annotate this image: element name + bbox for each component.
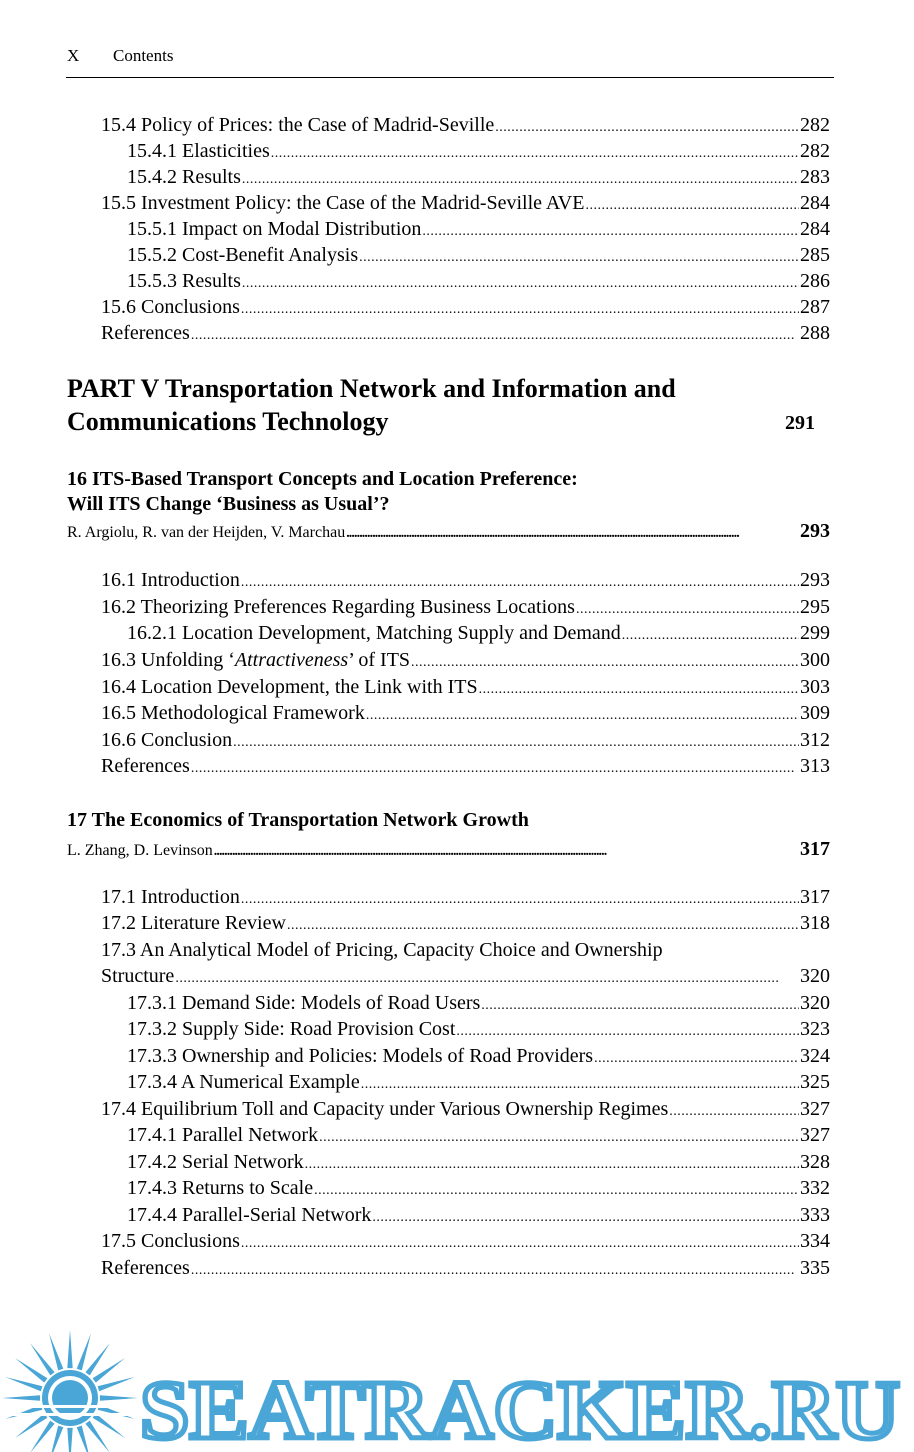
toc-entry[interactable]: 17.3.2 Supply Side: Road Provision Cost . . . 323 bbox=[127, 1016, 830, 1045]
leader-dots bbox=[346, 520, 799, 547]
leader-dots bbox=[233, 727, 799, 756]
chapter-title[interactable]: 17 The Economics of Transportation Network Growth bbox=[67, 809, 529, 831]
leader-dots bbox=[669, 1096, 799, 1125]
sun-icon bbox=[0, 1330, 140, 1452]
sun-ray bbox=[5, 1377, 42, 1391]
toc-entry[interactable]: References . . . 335 bbox=[101, 1255, 830, 1284]
part-page: 291 bbox=[785, 412, 815, 434]
sun-ray bbox=[98, 1377, 135, 1391]
part-title-line2[interactable]: Communications Technology bbox=[67, 407, 389, 436]
leader-dots bbox=[314, 1175, 799, 1204]
sun-ray bbox=[67, 1428, 72, 1452]
header-rule bbox=[66, 77, 834, 78]
page-header bbox=[67, 46, 173, 66]
leader-dots bbox=[594, 1043, 799, 1072]
sun-ray bbox=[77, 1426, 91, 1452]
leader-dots bbox=[242, 268, 799, 297]
sun-ray bbox=[100, 1395, 138, 1400]
page-number: X bbox=[67, 46, 80, 65]
toc-entry[interactable]: 15.5.2 Cost-Benefit Analysis . . . 285 bbox=[127, 242, 830, 271]
leader-dots bbox=[241, 1228, 799, 1257]
leader-dots bbox=[241, 884, 799, 913]
chapter-title[interactable]: Will ITS Change ‘Business as Usual’? bbox=[67, 493, 390, 515]
leader-dots bbox=[191, 1255, 799, 1284]
toc-entry[interactable]: 16.4 Location Development, the Link with ITS . . . 303 bbox=[101, 674, 830, 703]
watermark-banner bbox=[0, 1322, 914, 1452]
toc-entry[interactable]: 15.5.3 Results . . . 286 bbox=[127, 268, 830, 297]
toc-entry[interactable]: Structure . . . 320 bbox=[101, 963, 830, 992]
toc-entry[interactable]: References . . . 313 bbox=[101, 753, 830, 782]
toc-entry[interactable]: 17.4.3 Returns to Scale . . . 332 bbox=[127, 1175, 830, 1204]
running-title: Contents bbox=[113, 46, 174, 65]
toc-entry[interactable]: 15.4.2 Results . . . 283 bbox=[127, 164, 830, 193]
sun-ray bbox=[67, 1330, 72, 1368]
leader-dots bbox=[411, 647, 799, 676]
leader-dots bbox=[495, 112, 799, 141]
toc-entry[interactable]: 17.4.4 Parallel-Serial Network . . . 333 bbox=[127, 1202, 830, 1231]
leader-dots bbox=[305, 1149, 799, 1178]
leader-dots bbox=[456, 1016, 799, 1045]
chapter-authors[interactable]: R. Argiolu, R. van der Heijden, V. Marchau . . . 293 bbox=[67, 518, 830, 547]
leader-dots bbox=[287, 910, 799, 939]
sun-ray bbox=[49, 1333, 63, 1370]
toc-entry[interactable]: 17.2 Literature Review . . . 318 bbox=[101, 910, 830, 939]
toc-entry[interactable]: 15.5 Investment Policy: the Case of the Madrid-Seville AVE . . . 284 bbox=[101, 190, 830, 219]
toc-entry[interactable]: 17.4.1 Parallel Network . . . 327 bbox=[127, 1122, 830, 1151]
toc-entry[interactable]: 17.1 Introduction . . . 317 bbox=[101, 884, 830, 913]
leader-dots bbox=[366, 700, 799, 729]
sun-ray bbox=[77, 1333, 91, 1370]
leader-dots bbox=[191, 753, 799, 782]
toc-entry[interactable]: 15.4.1 Elasticities . . . 282 bbox=[127, 138, 830, 167]
leader-dots bbox=[242, 164, 799, 193]
leader-dots bbox=[585, 190, 799, 219]
toc-entry[interactable]: 16.1 Introduction . . . 293 bbox=[101, 567, 830, 596]
part-title-line1[interactable]: PART V Transportation Network and Information and bbox=[67, 374, 676, 403]
toc-entry[interactable]: 17.3.4 A Numerical Example . . . 325 bbox=[127, 1069, 830, 1098]
leader-dots bbox=[175, 963, 799, 992]
sun-ray bbox=[49, 1426, 63, 1452]
toc-entry[interactable]: 17.4 Equilibrium Toll and Capacity under Various Ownership Regimes . . . 327 bbox=[101, 1096, 830, 1125]
toc-entry[interactable]: 16.2.1 Location Development, Matching Supply and Demand . . . 299 bbox=[127, 620, 830, 649]
toc-entry[interactable]: 16.5 Methodological Framework . . . 309 bbox=[101, 700, 830, 729]
leader-dots bbox=[372, 1202, 799, 1231]
leader-dots bbox=[319, 1122, 799, 1151]
leader-dots bbox=[359, 242, 799, 271]
toc-entry[interactable]: 15.5.1 Impact on Modal Distribution . . . 284 bbox=[127, 216, 830, 245]
toc-entry[interactable]: References . . . 288 bbox=[101, 320, 830, 349]
toc-entry[interactable]: 15.6 Conclusions . . . 287 bbox=[101, 294, 830, 323]
toc-entry[interactable]: 15.4 Policy of Prices: the Case of Madrid-Seville . . . 282 bbox=[101, 112, 830, 141]
toc-entry[interactable]: 17.4.2 Serial Network . . . 328 bbox=[127, 1149, 830, 1178]
toc-entry[interactable]: 17.3.1 Demand Side: Models of Road Users . . . 320 bbox=[127, 990, 830, 1019]
toc-entry[interactable]: 17.5 Conclusions . . . 334 bbox=[101, 1228, 830, 1257]
toc-entry[interactable]: 16.6 Conclusion . . . 312 bbox=[101, 727, 830, 756]
sun-ray bbox=[2, 1395, 40, 1400]
chapter-authors[interactable]: L. Zhang, D. Levinson . . . 317 bbox=[67, 836, 830, 865]
toc-entry[interactable]: 16.2 Theorizing Preferences Regarding Business Locations . . . 295 bbox=[101, 594, 830, 623]
leader-dots bbox=[481, 990, 799, 1019]
leader-dots bbox=[241, 294, 799, 323]
leader-dots bbox=[241, 567, 799, 596]
chapter-title[interactable]: 16 ITS-Based Transport Concepts and Location Preference: bbox=[67, 468, 578, 490]
toc-entry-line1[interactable]: 17.3 An Analytical Model of Pricing, Capacity Choice and Ownership bbox=[101, 939, 663, 961]
leader-dots bbox=[191, 320, 799, 349]
leader-dots bbox=[271, 138, 799, 167]
leader-dots bbox=[422, 216, 799, 245]
watermark-text: SEATRACKER.RU bbox=[140, 1364, 900, 1452]
toc-entry[interactable]: 17.3.3 Ownership and Policies: Models of Road Providers . . . 324 bbox=[127, 1043, 830, 1072]
leader-dots bbox=[361, 1069, 799, 1098]
toc-entry[interactable]: 16.3 Unfolding ‘Attractiveness’ of ITS . . . 300 bbox=[101, 647, 830, 676]
leader-dots bbox=[622, 620, 799, 649]
leader-dots bbox=[576, 594, 799, 623]
leader-dots bbox=[214, 838, 799, 865]
leader-dots bbox=[479, 674, 799, 703]
